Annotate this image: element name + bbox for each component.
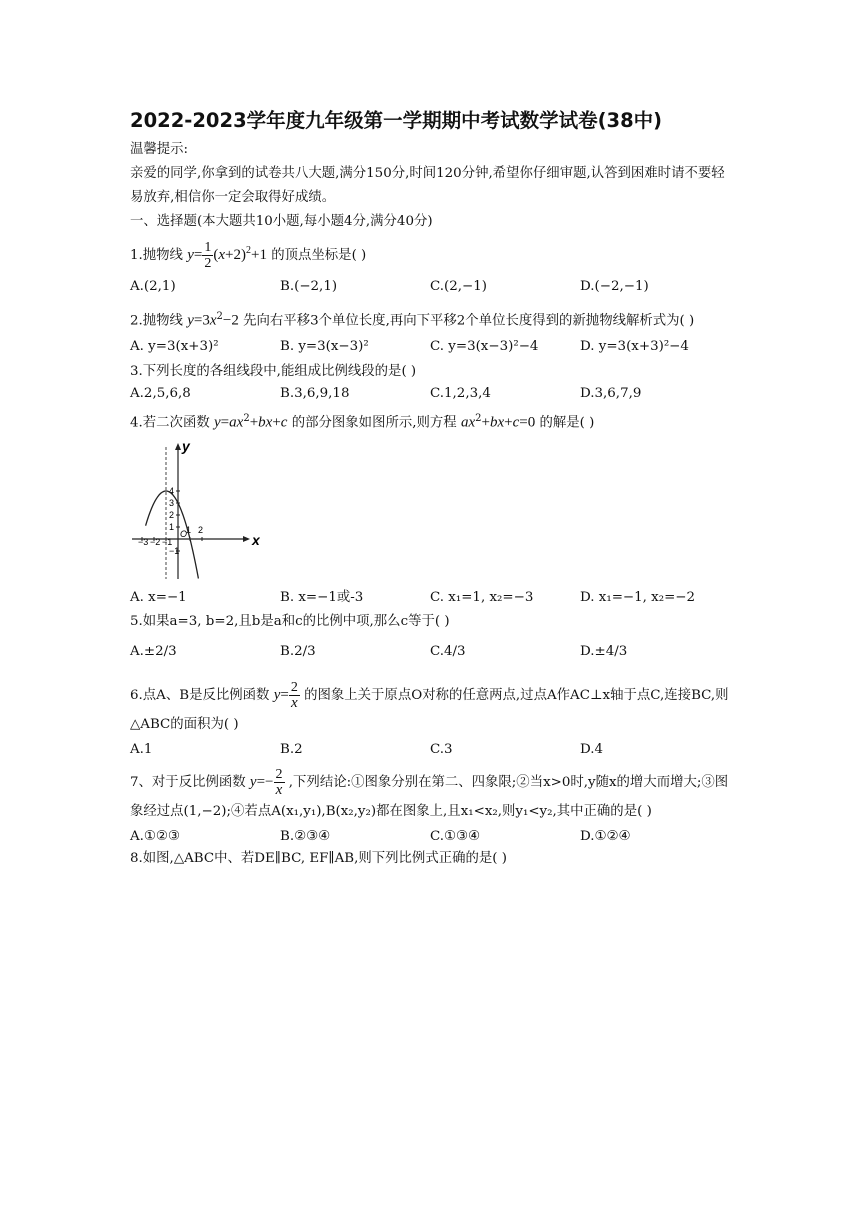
q1-option-d[interactable]: D.(−2,−1) [580,279,649,294]
tip-body: 亲爱的同学,你拿到的试卷共八大题,满分150分,时间120分钟,希望你仔细审题,认答到困难时请不要轻易放弃,相信你一定会取得好成绩。 [130,166,725,205]
question-6: 6.点A、B是反比例函数 y= $\frac{2}{x}$ 的图象上关于原点O对称的任意两点,过点A作AC⊥x轴于点C,连接BC,则△ABC的面积为( ) [130,679,729,732]
q3-options [130,382,730,406]
q4-option-b[interactable]: B. x=−1或-3 [280,589,364,605]
q6-options [130,739,730,761]
y-tick-label: 1 [169,521,175,532]
q2-option-d[interactable]: D. y=3(x+3)²−4 [580,339,689,355]
q7-options [130,826,730,848]
q1-options [130,273,730,301]
question-3: 3.下列长度的各组线段中,能组成比例线段的是( ) [130,364,417,380]
x-axis-label: x [252,531,260,548]
tip-heading: 温馨提示: [130,142,189,157]
q7-option-c[interactable]: C.①③④ [430,828,481,844]
x-axis-arrow [243,536,250,542]
question-1: 1.抛物线 y= $\frac{1}{2}$ $(x+2)^2+1$ 的顶点坐标是( ) [130,240,367,271]
q5-option-d[interactable]: D.±4/3 [580,643,628,659]
x-tick-label: 2 [198,524,204,535]
y-tick-label: 2 [169,509,175,520]
y-tick-label: −1 [169,545,180,556]
q2-option-a[interactable]: A. y=3(x+3)² [130,339,219,355]
q6-option-c[interactable]: C.3 [430,741,453,757]
q1-option-a[interactable]: A.(2,1) [130,279,176,294]
q3-option-d[interactable]: D.3,6,7,9 [580,386,642,402]
q6-option-d[interactable]: D.4 [580,741,604,757]
q2-option-c[interactable]: C. y=3(x−3)²−4 [430,339,539,355]
section-heading: 一、选择题(本大题共10小题,每小题4分,满分40分) [130,214,433,229]
q7-option-b[interactable]: B.②③④ [280,828,331,844]
x-tick-label: −2 [150,536,161,547]
y-tick-label: 4 [169,485,175,496]
q1-formula: y [187,247,194,263]
question-2: 2.抛物线 $y=3x^2-2$ 先向右平移3个单位长度,再向下平移2个单位长度得到的新抛物线解析式为( ) [130,311,695,329]
q4-option-c[interactable]: C. x₁=1, x₂=−3 [430,589,534,605]
q4-options [130,585,730,611]
q2-options [130,333,730,361]
q4-option-a[interactable]: A. x=−1 [130,589,187,605]
y-axis-label: y [182,438,190,454]
q3-option-b[interactable]: B.3,6,9,18 [280,386,350,402]
q5-options [130,632,730,672]
exam-title: 2022-2023学年度九年级第一学期期中考试数学试卷(38中) [130,109,663,132]
q1-option-b[interactable]: B.(−2,1) [280,279,338,294]
parabola-graph [130,439,260,585]
q3-option-c[interactable]: C.1,2,3,4 [430,386,491,402]
q1-option-c[interactable]: C.(2,−1) [430,279,487,294]
q7-option-a[interactable]: A.①②③ [130,828,180,844]
y-tick-label: 3 [169,497,175,508]
q4-option-d[interactable]: D. x₁=−1, x₂=−2 [580,589,696,605]
q3-option-a[interactable]: A.2,5,6,8 [130,386,191,402]
y-axis-arrow [175,443,181,450]
q5-option-c[interactable]: C.4/3 [430,643,466,659]
x-tick-label: −3 [138,536,149,547]
exam-page [130,104,730,869]
q2-formula: y [187,312,194,329]
question-4: 4.若二次函数 $y=ax^2+bx+c$ 的部分图象如图所示,则方程 $ax^2+bx+c=0$ 的解是( ) [130,413,595,431]
x-tick-label: −1 [162,536,173,547]
q2-option-b[interactable]: B. y=3(x−3)² [280,339,369,355]
q5-option-b[interactable]: B.2/3 [280,643,316,659]
parabola-figure [130,439,730,585]
q6-option-b[interactable]: B.2 [280,741,303,757]
q7-option-d[interactable]: D.①②④ [580,828,631,844]
origin-label: O [180,528,188,539]
q6-option-a[interactable]: A.1 [130,741,153,757]
question-7: 7、对于反比例函数 y=− $\frac{2}{x}$ ,下列结论:①图象分别在第二、四象限;②当x>0时,y随x的增大而增大;③图象经过点(1,−2);④若点A(x₁,y₁),B(x₂,y₂)都在图象上,且x₁<x₂,则y₁<y₂,其中正确的是( ) [130,766,729,819]
question-8: 8.如图,△ABC中、若DE∥BC, EF∥AB,则下列比例式正确的是( ) [130,850,507,866]
q5-option-a[interactable]: A.±2/3 [130,643,177,659]
x-tick-label: 1 [186,524,192,535]
question-5: 5.如果a=3, b=2,且b是a和c的比例中项,那么c等于( ) [130,613,450,629]
